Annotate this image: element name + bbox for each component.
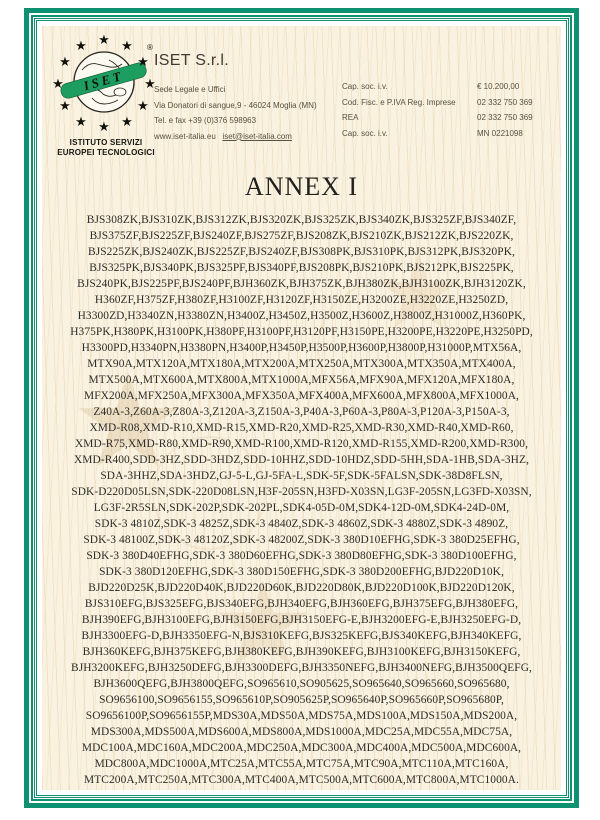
code-line: MDS300A,MDS500A,MDS600A,MDS800A,MDS1000A,MDC25A,MDC55A,MDC75A,: [90, 726, 513, 738]
svg-text:★: ★: [137, 55, 149, 70]
code-line: XMD-R75,XMD-R80,XMD-R90,XMD-R100,XMD-R120,XMD-R155,XMD-R200,XMD-R300,: [74, 438, 529, 450]
svg-text:ISET: ISET: [81, 67, 126, 94]
code-line: MDC800A,MDC1000A,MTC25A,MTC55A,MTC75A,MTC90A,MTC110A,MTC160A,: [94, 758, 509, 770]
address-line: Sede Legale e Uffici: [154, 85, 226, 94]
code-line: BJH390EFG,BJH3100EFG,BJH3150EFG,BJH3150EFG-E,BJH3200EFG-E,BJH3250EFG-D,: [81, 614, 522, 626]
code-line: SO9656100P,SO9656155P,MDS30A,MDS50A,MDS75A,MDS100A,MDS150A,MDS200A,: [85, 710, 518, 722]
registry-label: Cod. Fisc. e P.IVA Reg. Imprese: [342, 97, 456, 107]
code-line: XMD-R08,XMD-R10,XMD-R15,XMD-R20,XMD-R25,XMD-R30,XMD-R40,XMD-R60,: [89, 422, 514, 434]
registry-row: [342, 110, 560, 126]
registry-row: [342, 95, 560, 111]
address-line: Tel. e fax +39 (0)376 598963: [154, 116, 257, 125]
address-line: Via Donatori di sangue,9 - 46024 Moglia (MN): [154, 100, 317, 110]
registry-row: [342, 126, 560, 142]
code-line: MTX90A,MTX120A,MTX180A,MTX200A,MTX250A,MTX300A,MTX350A,MTX400A,: [87, 358, 516, 370]
iset-logo: [44, 32, 168, 158]
code-line: SDA-3HHZ,SDA-3HDZ,GJ-5-L,GJ-5FA-L,SDK-5F,SDK-5FALSN,SDK-38D8FLSN,: [100, 470, 503, 482]
svg-text:★: ★: [98, 33, 110, 48]
company-info: [154, 52, 350, 144]
svg-text:★: ★: [144, 77, 156, 92]
code-line: H3300PD,H3340PN,H3380PN,H3400P,H3450P,H3500P,H3600P,H3800P,H31000P,MTX56A,: [81, 342, 522, 354]
svg-text:★: ★: [98, 120, 110, 132]
code-line: MTC200A,MTC250A,MTC300A,MTC400A,MTC500A,MTC600A,MTC800A,MTC1000A.: [84, 774, 519, 786]
company-registry: [342, 79, 560, 141]
code-line: BJS240PK,BJS225PF,BJS240PF,BJH360ZK,BJH375ZK,BJH380ZK,BJH3100ZK,BJH3120ZK,: [77, 278, 526, 290]
code-line: LG3F-2R5SLN,SDK-202P,SDK-202PL,SDK4-05D-0M,SDK4-12D-0M,SDK4-24D-0M,: [93, 502, 510, 514]
page-border-frame: [24, 8, 579, 808]
watermark-star-icon: ★: [210, 559, 316, 691]
code-line: SO9656100,SO9656155,SO965610P,SO905625P,SO965640P,SO965660P,SO965680P,: [99, 694, 504, 706]
registry-label: REA: [342, 113, 359, 122]
code-line: SDK-3 380D40EFHG,SDK-3 380D60EFHG,SDK-3 380D80EFHG,SDK-3 380D100EFHG,: [86, 550, 517, 562]
code-line: BJS310EFG,BJS325EFG,BJS340EFG,BJH340EFG,BJH360EFG,BJH375EFG,BJH380EFG,: [84, 598, 519, 610]
letterhead-paper: [42, 26, 561, 790]
code-line: MTX500A,MTX600A,MTX800A,MTX1000A,MFX56A,MFX90A,MFX120A,MFX180A,: [88, 374, 515, 386]
code-line: MFX200A,MFX250A,MFX300A,MFX350A,MFX400A,MFX600A,MFX800A,MFX1000A,: [84, 390, 519, 402]
code-line: Z40A-3,Z60A-3,Z80A-3,Z120A-3,Z150A-3,P40A-3,P60A-3,P80A-3,P120A-3,P150A-3,: [93, 406, 510, 418]
email-link[interactable]: iset@iset-italia.com: [222, 131, 292, 141]
svg-text:★: ★: [75, 39, 87, 54]
code-line: BJH3200KEFG,BJH3250DEFG,BJH3300DEFG,BJH3350NEFG,BJH3400NEFG,BJH3500QEFG,: [71, 662, 532, 674]
svg-text:★: ★: [121, 115, 133, 130]
logo-caption-line2: EUROPEI TECNOLOGICI: [57, 148, 155, 157]
code-line: BJS375ZF,BJS225ZF,BJS240ZF,BJS275ZF,BJS208ZK,BJS210ZK,BJS212ZK,BJS220ZK,: [89, 230, 514, 242]
globe-stars-logo-icon: [47, 32, 165, 132]
registry-label: Cap. soc. i.v.: [342, 128, 388, 138]
code-line: SDK-3 380D120EFHG,SDK-3 380D150EFHG,SDK-3 380D200EFHG,BJD220D10K,: [99, 566, 504, 578]
code-line: H3300ZD,H3340ZN,H3380ZN,H3400Z,H3450Z,H3500Z,H3600Z,H3800Z,H31000Z,H360PK,: [77, 310, 526, 322]
code-line: BJH3600QEFG,BJH3800QEFG,SO965610,SO905625,SO965640,SO965660,SO965680,: [93, 678, 510, 690]
registry-label: Cap. soc. i.v.: [342, 82, 388, 91]
code-line: SDK-3 48100Z,SDK-3 48120Z,SDK-3 48200Z,SDK-3 380D10EFHG,SDK-3 380D25EFHG,: [83, 534, 520, 546]
registry-value: 02 332 750 369: [477, 113, 533, 122]
code-line: SDK-3 4810Z,SDK-3 4825Z,SDK-3 4840Z,SDK-3 4860Z,SDK-3 4880Z,SDK-3 4890Z,: [94, 518, 509, 530]
code-line: H375PK,H380PK,H3100PK,H380PF,H3100PF,H3120PF,H3150PE,H3200PE,H3220PE,H3250PD,: [70, 326, 533, 338]
registry-value: 02 332 750 369: [477, 97, 533, 107]
code-line: SDK-D220D05LSN,SDK-220D08LSN,H3F-205SN,H3FD-X03SN,LG3F-205SN,LG3FD-X03SN,: [71, 486, 532, 498]
svg-text:★: ★: [59, 99, 71, 114]
code-line: BJS325PK,BJS340PK,BJS325PF,BJS340PF,BJS208PK,BJS210PK,BJS212PK,BJS225PK,: [89, 262, 514, 274]
code-line: XMD-R400,SDD-3HZ,SDD-3HDZ,SDD-10HHZ,SDD-10HDZ,SDD-5HH,SDA-1HB,SDA-3HZ,: [73, 454, 530, 466]
registered-mark: ®: [147, 43, 153, 52]
svg-text:★: ★: [59, 55, 71, 70]
svg-text:★: ★: [121, 39, 133, 54]
website-text: www.iset-italia.eu: [154, 131, 216, 141]
registry-value: MN 0221098: [477, 128, 523, 138]
code-line: BJS308ZK,BJS310ZK,BJS312ZK,BJS320ZK,BJS325ZK,BJS340ZK,BJS325ZF,BJS340ZF,: [86, 214, 517, 226]
code-line: BJH3300EFG-D,BJH3350EFG-N,BJS310KEFG,BJS325KEFG,BJS340KEFG,BJH340KEFG,: [81, 630, 522, 642]
page-title: ANNEX I: [244, 172, 359, 201]
svg-text:★: ★: [137, 99, 149, 114]
svg-text:★: ★: [52, 77, 64, 92]
product-code-list: [42, 212, 561, 788]
watermark-star-icon: ★: [372, 235, 466, 351]
code-line: BJS225ZK,BJS240ZK,BJS225ZF,BJS240ZF,BJS308PK,BJS310PK,BJS312PK,BJS320PK,: [88, 246, 515, 258]
svg-text:★: ★: [75, 115, 87, 130]
code-line: BJH360KEFG,BJH375KEFG,BJH380KEFG,BJH390KEFG,BJH3100KEFG,BJH3150KEFG,: [82, 646, 521, 658]
code-line: H360ZF,H375ZF,H380ZF,H3100ZF,H3120ZF,H3150ZE,H3200ZE,H3220ZE,H3250ZD,: [94, 294, 509, 306]
registry-value: € 10.200,00: [477, 82, 520, 91]
registry-row: [342, 79, 560, 95]
code-line: BJD220D25K,BJD220D40K,BJD220D60K,BJD220D80K,BJD220D100K,BJD220D120K,: [88, 582, 515, 594]
logo-caption-line1: ISTITUTO SERVIZI: [69, 138, 143, 147]
company-name: ISET S.r.l.: [154, 52, 230, 69]
watermark-star-icon: ★: [70, 348, 187, 494]
code-line: MDC100A,MDC160A,MDC200A,MDC250A,MDC300A,MDC400A,MDC500A,MDC600A,: [81, 742, 522, 754]
